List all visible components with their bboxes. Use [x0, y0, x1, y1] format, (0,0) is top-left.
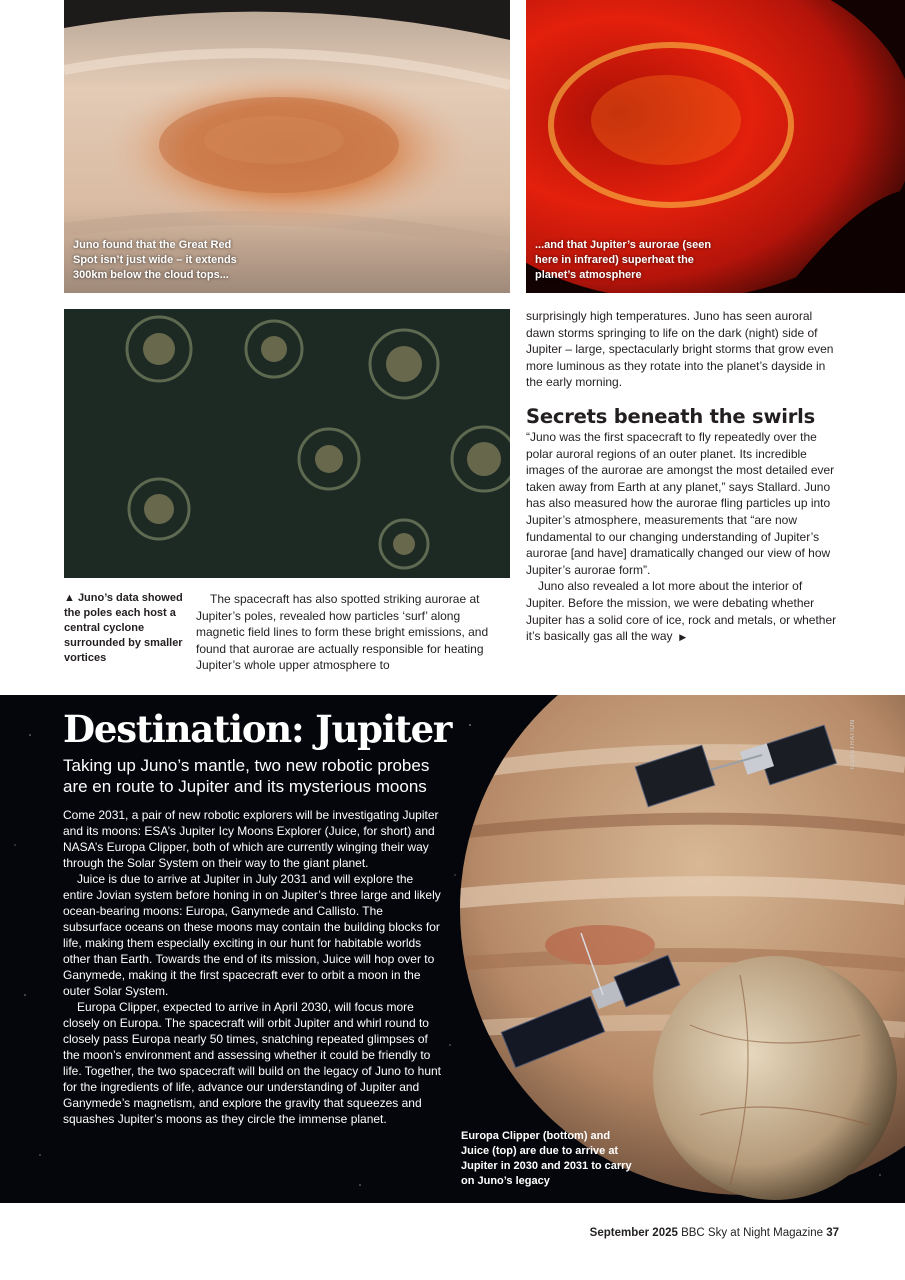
panel-caption: Europa Clipper (bottom) and Juice (top) are due to arrive at Jupiter in 2030 and 2031 to carry on Juno’s legacy — [461, 1130, 632, 1187]
article-paragraph-1: surprisingly high temperatures. Juno has seen auroral dawn storms springing to life on the dark (night) side of Jupiter – large, spectacularly bright storms that grow even more luminous as they rotate into the planet’s dayside in the early morning. — [526, 309, 834, 390]
panel-paragraph-3: Europa Clipper, expected to arrive in April 2030, will focus more closely on Europa. The spacecraft will orbit Jupiter and whirl round to closely pass Europa nearly 50 times, snatching repeated glimpses of the moon’s environment and assessing whether it could be friendly to life. Together, the two spacecraft will build on the legacy of Juno to hunt for the ingredients of life, advance our understanding of Jupiter and Ganymede’s magnetism, and explore the gravity that squeezes and squashes Jupiter’s moons as they circle the immense planet. — [63, 1000, 442, 1126]
polar-cyclones-photo — [64, 309, 510, 578]
aurora-caption: ...and that Jupiter’s aurorae (seen here in infrared) superheat the planet’s atmosphere — [535, 239, 712, 281]
footer-magazine: BBC Sky at Night Magazine — [681, 1227, 823, 1239]
panel-paragraph-2: Juice is due to arrive at Jupiter in July 2031 and will explore the entire Jovian system before honing in on Jupiter’s three large and likely ocean-bearing moons: Europa, Ganymede and Callisto. The subsurface oceans on these moons may contain the building blocks for life, making them especially exciting in our hunt for habitable worlds other than Earth. Towards the end of its mission, Juice will hop over to Ganymede, making it the first spacecraft ever to orbit a moon in the outer Solar System. — [63, 872, 441, 998]
panel-title: Destination: Jupiter — [63, 707, 452, 751]
footer-issue: September 2025 — [589, 1227, 678, 1239]
article-paragraph-3 — [526, 578, 844, 645]
page-number: 37 — [826, 1227, 839, 1239]
panel-paragraph-1: Come 2031, a pair of new robotic explorers will be investigating Jupiter and its moons: ESA’s Jupiter Icy Moons Explorer (Juice, for short) and NASA’s Europa Clipper, both of which are currently winging their way through the Solar System on their way to the giant planet. — [63, 808, 439, 870]
polar-cyclones-caption: ▲ Juno’s data showed the poles each host a central cyclone surrounded by smaller vortices — [64, 592, 183, 664]
section-heading: Secrets beneath the swirls — [526, 404, 816, 428]
panel-subtitle: Taking up Juno’s mantle, two new robotic probes are en route to Jupiter and its mysterious moons — [63, 756, 430, 796]
article-right-column — [526, 308, 844, 646]
great-red-spot-caption: Juno found that the Great Red Spot isn’t just wide – it extends 300km below the cloud tops... — [73, 239, 237, 281]
continue-arrow-icon: ▶ — [679, 632, 687, 643]
aurora-photo — [526, 0, 905, 293]
article-paragraph-2: “Juno was the first spacecraft to fly repeatedly over the polar auroral regions of an outer planet. Its incredible images of the aurorae are amongst the most detailed ever taken away from Earth at any planet,” says Stallard. Juno has also measured how the aurorae fling particles up into Jupiter’s atmosphere, measurements that “are now fundamental to our changing understanding of Jupiter’s aurorae [and have] dramatically changed our view of how Jupiter’s aurorae form”. — [526, 429, 835, 577]
page-footer — [590, 1227, 839, 1239]
polar-cyclones-image — [64, 309, 510, 578]
great-red-spot-photo — [64, 0, 510, 293]
panel-body — [63, 807, 443, 1127]
article-paragraph-3-text: Juno also revealed a lot more about the interior of Jupiter. Before the mission, we were debating whether Jupiter has a solid core of ice, rock and metals, or whether it’s basically gas all the way — [526, 579, 837, 644]
destination-jupiter-panel — [0, 695, 905, 1203]
illustration-label: ILLUSTRATION — [850, 719, 856, 769]
article-paragraph-left: The spacecraft has also spotted striking aurorae at Jupiter’s poles, revealed how particles ‘surf’ along magnetic field lines to form these bright emissions, and found that aurorae are actually responsible for heating Jupiter’s whole upper atmosphere to — [196, 592, 489, 673]
